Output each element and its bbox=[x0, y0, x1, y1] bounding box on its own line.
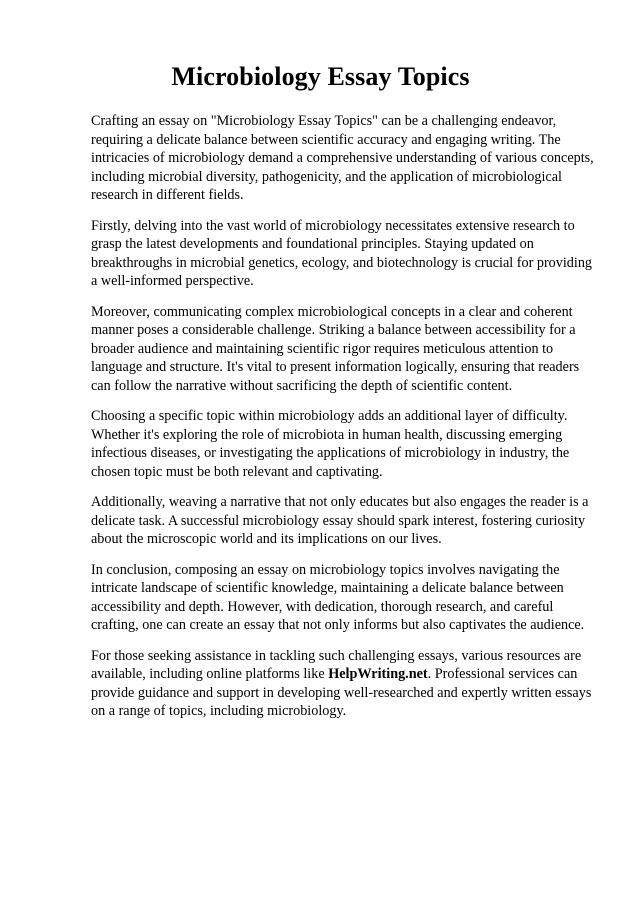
page-title: Microbiology Essay Topics bbox=[171, 62, 470, 91]
paragraph-resources bbox=[91, 647, 601, 721]
paragraph-research: Firstly, delving into the vast world of microbiology necessitates extensive research to grasp the latest developments and foundational principles. Staying updated on breakthroughs in microbial genetics, ecology, and biotechnology is crucial for providing a well-informed perspective. bbox=[91, 217, 593, 289]
paragraph-communication: Moreover, communicating complex microbiological concepts in a clear and coherent manner poses a considerable challenge. Striking a balance between accessibility for a broader audience and maintaining scientific rigor requires meticulous attention to language and structure. It's vital to present information logically, ensuring that readers can follow the narrative without sacrificing the depth of scientific content. bbox=[91, 303, 580, 394]
resources-text-after: . Professional services can provide guidance and support in developing well-researched and expertly written essays on a range of topics, including microbiology. bbox=[91, 666, 592, 719]
paragraph-conclusion: In conclusion, composing an essay on microbiology topics involves navigating the intricate landscape of scientific knowledge, maintaining a delicate balance between accessibility and depth. However, with dedication, thorough research, and careful crafting, one can create an essay that not only informs but also captivates the audience. bbox=[91, 561, 585, 633]
paragraph-narrative: Additionally, weaving a narrative that not only educates but also engages the reader is a delicate task. A successful microbiology essay should spark interest, fostering curiosity about the microscopic world and its implications on our lives. bbox=[91, 494, 589, 547]
paragraph-intro: Crafting an essay on "Microbiology Essay Topics" can be a challenging endeavor, requiring a delicate balance between scientific accuracy and engaging writing. The intricacies of microbiology demand a comprehensive understanding of various concepts, including microbial diversity, pathogenicity, and the application of microbiological research in different fields. bbox=[91, 113, 594, 203]
paragraph-topic-choice: Choosing a specific topic within microbiology adds an additional layer of difficulty. Whether it's exploring the role of microbiota in human health, discussing emerging infectious diseases, or investigating the applications of microbiology in industry, the chosen topic must be both relevant and captivating. bbox=[91, 408, 570, 480]
helpwriting-link[interactable]: HelpWriting.net bbox=[328, 666, 428, 682]
resources-text-before: For those seeking assistance in tackling such challenging essays, various resources are available, including online platforms like bbox=[91, 647, 582, 682]
